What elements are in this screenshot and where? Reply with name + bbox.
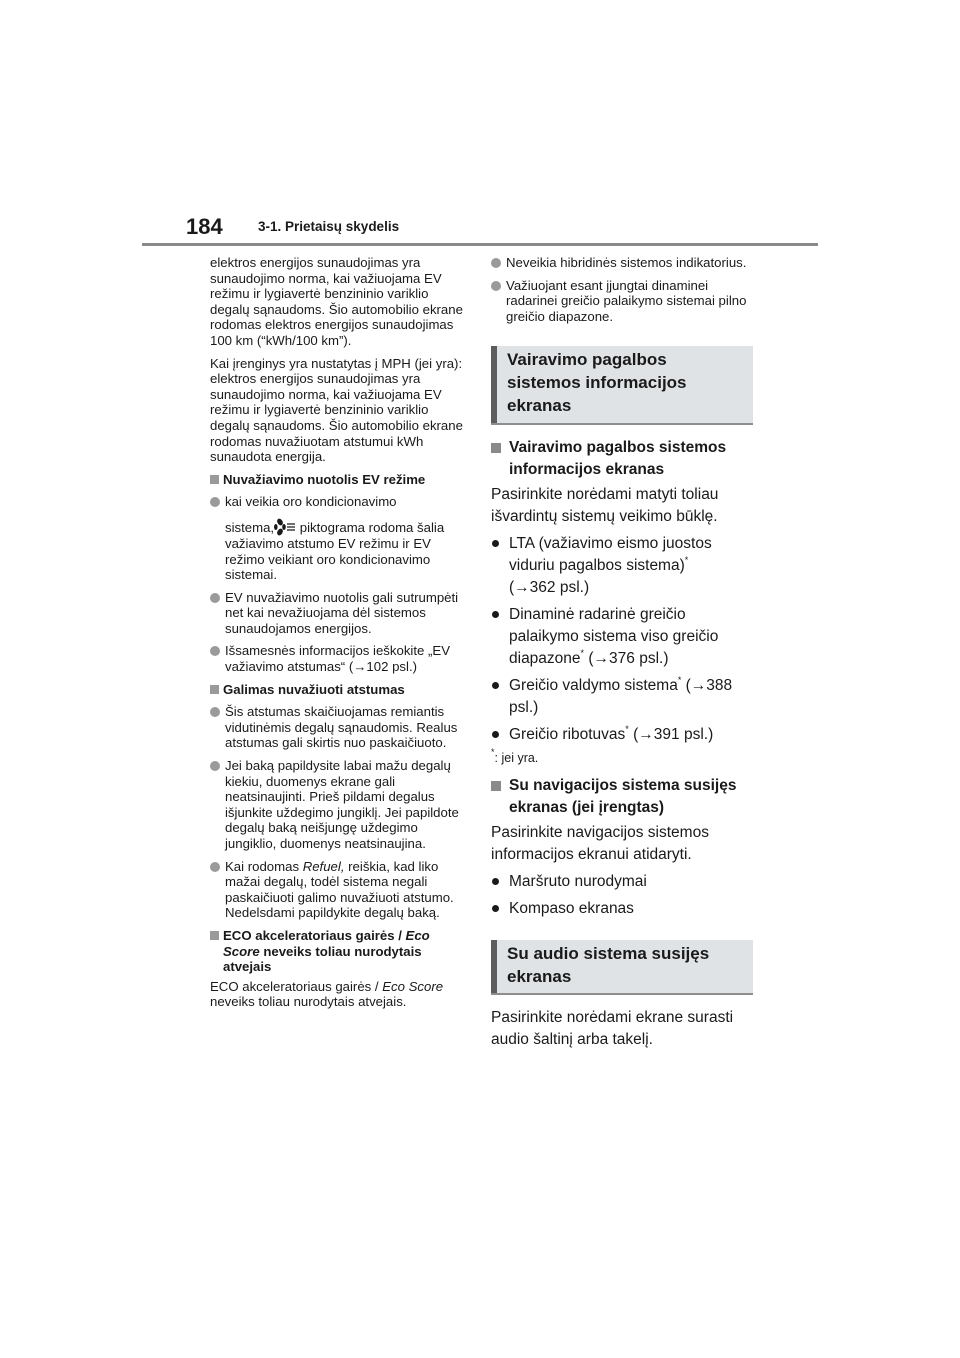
subheading-eco: ECO akceleratoriaus gairės / Eco Score neveiks toliau nurodytais atvejais xyxy=(210,928,470,975)
bullet-icon xyxy=(210,646,220,656)
section-box-audio: Su audio sistema susijęs ekranas xyxy=(491,940,753,995)
paragraph: ECO akceleratoriaus gairės / Eco Score neveiks toliau nurodytais atvejais. xyxy=(210,978,444,1010)
list-item: Neveikia hibridinės sistemos indikatorius. xyxy=(491,255,753,271)
list-item: Kompaso ekranas xyxy=(491,898,753,920)
header-divider xyxy=(142,243,818,246)
bullet-icon xyxy=(210,593,220,603)
list-item: Jei baką papildysite labai mažu degalų kiekiu, duomenys ekrane gali neatsinaujinti. Prieš pildami degalus išjunkite uždegimo jungiklį. Jei papildote degalų baką neišjungę uždegimo jungiklio, duomenys neatsinaujina. xyxy=(210,758,470,852)
bullet-icon xyxy=(210,761,220,771)
list-item: EV nuvažiavimo nuotolis gali sutrumpėti net kai nevažiuojama dėl sistemos sunaudojamos energijos. xyxy=(210,590,470,637)
bullet-icon xyxy=(491,281,501,291)
list-item: LTA (važiavimo eismo juostos viduriu pagalbos sistema)* (→362 psl.) xyxy=(491,533,753,599)
list-item: Maršruto nurodymai xyxy=(491,871,753,893)
bullet-icon xyxy=(492,731,499,738)
square-bullet-icon xyxy=(210,685,219,694)
list-item: Važiuojant esant įjungtai dinaminei radarinei greičio palaikymo sistemai pilno greičio diapazone. xyxy=(491,278,753,325)
bullet-icon xyxy=(492,611,499,618)
right-column xyxy=(491,255,753,1056)
subheading-range: Galimas nuvažiuoti atstumas xyxy=(210,682,470,698)
bullet-icon xyxy=(492,905,499,912)
subheading-driving-assist: Vairavimo pagalbos sistemos informacijos ekranas xyxy=(491,437,753,481)
list-item: Greičio ribotuvas* (→391 psl.) xyxy=(491,724,753,746)
bullet-icon xyxy=(491,258,501,268)
bullet-icon xyxy=(210,862,220,872)
paragraph: elektros energijos sunaudojimas yra sunaudojimo norma, kai važiuojama EV režimu ir lygiavertė benzininio variklio degalų sąnaudoms. Šio automobilio ekrane rodomas elektros energijos sunaudojimas 100 km (“kWh/100 km”). xyxy=(210,255,463,348)
list-item: Išsamesnės informacijos ieškokite „EV važiavimo atstumas“ (→102 psl.) xyxy=(210,643,470,674)
paragraph: Pasirinkite norėdami matyti toliau išvardintų sistemų veikimo būklę. xyxy=(491,486,719,526)
section-box-driving-assist: Vairavimo pagalbos sistemos informacijos ekranas xyxy=(491,346,753,425)
footnote: *: jei yra. xyxy=(491,747,539,766)
list-item: Dinaminė radarinė greičio palaikymo sistema viso greičio diapazone* (→376 psl.) xyxy=(491,604,753,670)
square-bullet-icon xyxy=(210,475,219,484)
list-item: kai veikia oro kondicionavimo sistema, piktograma rodoma šalia važiavimo atstumo EV režimu ir EV režimo veikiant oro kondicionavimo sistemai. xyxy=(210,494,470,582)
square-bullet-icon xyxy=(210,931,219,940)
paragraph: Pasirinkite navigacijos sistemos informacijos ekranui atidaryti. xyxy=(491,824,709,864)
left-column xyxy=(210,255,470,1017)
section-title: 3-1. Prietaisų skydelis xyxy=(258,219,400,234)
square-bullet-icon xyxy=(491,781,501,791)
subheading-ev-range: Nuvažiavimo nuotolis EV režime xyxy=(210,472,470,488)
paragraph: Pasirinkite norėdami ekrane surasti audio šaltinį arba takelį. xyxy=(491,1009,734,1049)
list-item: Kai rodomas Refuel, reiškia, kad liko mažai degalų, todėl sistema negali paskaičiuoti galimo nuvažiuoti atstumo. Nedelsdami papildykite degalų baką. xyxy=(210,859,470,921)
square-bullet-icon xyxy=(491,443,501,453)
bullet-icon xyxy=(210,707,220,717)
bullet-icon xyxy=(492,682,499,689)
air-conditioning-fan-icon xyxy=(274,518,296,536)
list-item: Greičio valdymo sistema* (→388 psl.) xyxy=(491,675,753,719)
bullet-icon xyxy=(492,540,499,547)
subheading-navigation: Su navigacijos sistema susijęs ekranas (jei įrengtas) xyxy=(491,775,753,819)
page-number: 184 xyxy=(186,214,223,239)
bullet-icon xyxy=(492,878,499,885)
bullet-icon xyxy=(210,497,220,507)
paragraph: Kai įrenginys yra nustatytas į MPH (jei yra): elektros energijos sunaudojimas yra sunaudojimo norma, kai važiuojama EV režimu ir lygiavertė benzininio variklio degalų sąnaudoms. Šio automobilio ekrane rodomas nuvažiuotam atstumui kWh sunaudota energija. xyxy=(210,355,463,465)
list-item: Šis atstumas skaičiuojamas remiantis vidutinėmis degalų sąnaudomis. Realus atstumas gali skirtis nuo paskaičiuoto. xyxy=(210,704,470,751)
